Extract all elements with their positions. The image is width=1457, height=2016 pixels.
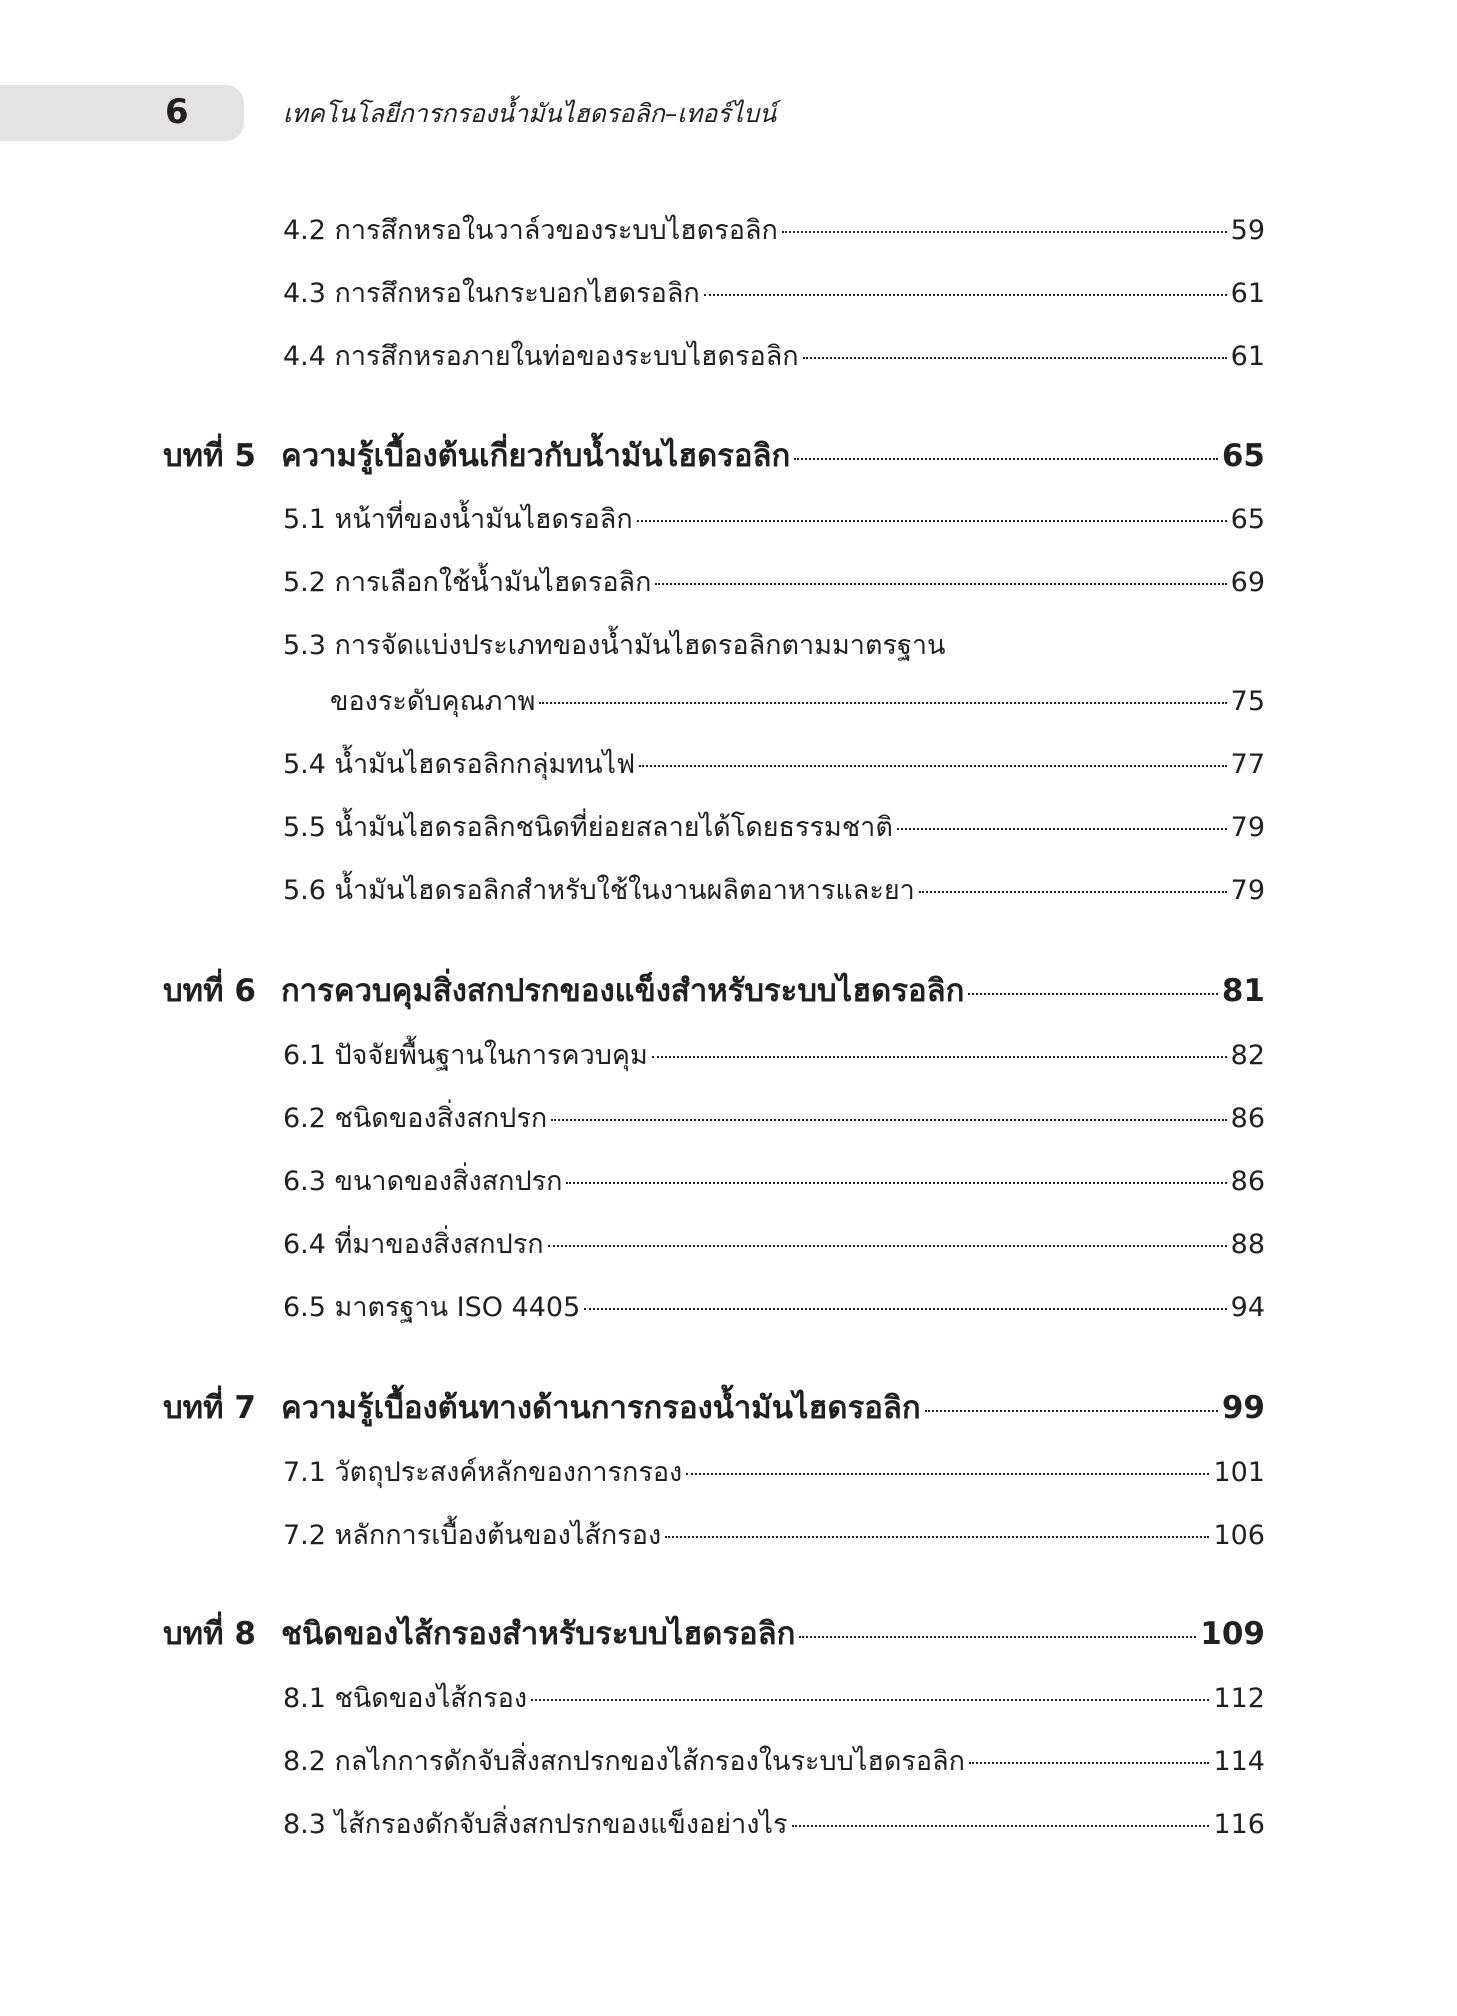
toc-entry-page: 61	[1230, 341, 1265, 372]
toc-entry-4-2	[283, 211, 1265, 251]
chapter-number: บทที่ 6	[163, 973, 256, 1009]
dot-leader	[639, 765, 1226, 767]
toc-entry-label: 6.3 ขนาดของสิ่งสกปรก	[283, 1166, 563, 1197]
toc-entry-6-1	[283, 1036, 1265, 1076]
toc-entry-6-3	[283, 1162, 1265, 1202]
dot-leader	[897, 828, 1227, 830]
toc-chapter-7	[163, 1386, 1265, 1430]
toc-entry-page: 59	[1230, 215, 1265, 246]
toc-chapter-6	[163, 969, 1265, 1013]
toc-entry-label: 8.2 กลไกการดักจับสิ่งสกปรกของไส้กรองในระบบไฮดรอลิก	[283, 1746, 965, 1777]
toc-entry-page: 61	[1230, 278, 1265, 309]
dot-leader	[968, 993, 1218, 995]
toc-entry-label: 8.3 ไส้กรองดักจับสิ่งสกปรกของแข็งอย่างไร	[283, 1809, 788, 1840]
toc-entry-page: 79	[1230, 875, 1265, 906]
toc-entry-page: 101	[1213, 1457, 1265, 1488]
toc-entry-7-2	[283, 1516, 1265, 1556]
toc-entry-page: 65	[1230, 504, 1265, 535]
toc-entry-label: 4.4 การสึกหรอภายในท่อของระบบไฮดรอลิก	[283, 341, 799, 372]
dot-leader	[782, 231, 1227, 233]
toc-entry-5-4	[283, 745, 1265, 785]
toc-entry-page: 114	[1213, 1746, 1265, 1777]
toc-entry-label: 5.5 น้ำมันไฮดรอลิกชนิดที่ย่อยสลายได้โดยธรรมชาติ	[283, 812, 893, 843]
chapter-number: บทที่ 5	[163, 438, 256, 474]
dot-leader	[652, 1056, 1227, 1058]
toc-entry-4-4	[283, 337, 1265, 377]
toc-entry-8-1	[283, 1679, 1265, 1719]
toc-entry-page: 86	[1230, 1103, 1265, 1134]
toc-entry-5-3-line1: 5.3 การจัดแบ่งประเภทของน้ำมันไฮดรอลิกตามมาตรฐาน	[283, 630, 946, 661]
toc-entry-6-4	[283, 1225, 1265, 1265]
toc-entry-label: 6.5 มาตรฐาน ISO 4405	[283, 1292, 581, 1323]
toc-entry-label: 7.2 หลักการเบื้องต้นของไส้กรอง	[283, 1520, 662, 1551]
dot-leader	[686, 1473, 1209, 1475]
dot-leader	[566, 1182, 1226, 1184]
toc-entry-5-6	[283, 871, 1265, 911]
toc-entry-label: 6.4 ที่มาของสิ่งสกปรก	[283, 1229, 544, 1260]
toc-entry-label: 8.1 ชนิดของไส้กรอง	[283, 1683, 528, 1714]
running-title: เทคโนโลยีการกรองน้ำมันไฮดรอลิก–เทอร์ไบน์	[283, 99, 777, 128]
dot-leader	[794, 458, 1218, 460]
chapter-title: ความรู้เบื้องต้นเกี่ยวกับน้ำมันไฮดรอลิก	[281, 438, 791, 474]
dot-leader	[548, 1245, 1227, 1247]
dot-leader	[792, 1825, 1210, 1827]
toc-entry-6-5	[283, 1288, 1265, 1328]
dot-leader	[925, 1410, 1218, 1412]
toc-entry-page: 79	[1230, 812, 1265, 843]
dot-leader	[655, 583, 1226, 585]
dot-leader	[551, 1119, 1226, 1121]
dot-leader	[665, 1536, 1209, 1538]
toc-entry-page: 69	[1230, 567, 1265, 598]
toc-chapter-page: 99	[1221, 1390, 1265, 1426]
toc-entry-label: 4.3 การสึกหรอในกระบอกไฮดรอลิก	[283, 278, 700, 309]
toc-entry-8-2	[283, 1742, 1265, 1782]
toc-entry-label: 5.1 หน้าที่ของน้ำมันไฮดรอลิก	[283, 504, 633, 535]
toc-entry-page: 77	[1230, 749, 1265, 780]
dot-leader	[969, 1762, 1209, 1764]
chapter-title: ชนิดของไส้กรองสำหรับระบบไฮดรอลิก	[281, 1616, 796, 1652]
toc-entry-page: 75	[1230, 686, 1265, 717]
dot-leader	[919, 891, 1227, 893]
toc-entry-5-1	[283, 500, 1265, 540]
toc-entry-label: ของระดับคุณภาพ	[330, 686, 536, 717]
page-number-tab	[0, 85, 244, 141]
toc-entry-page: 106	[1213, 1520, 1265, 1551]
chapter-title: การควบคุมสิ่งสกปรกของแข็งสำหรับระบบไฮดรอลิก	[281, 973, 965, 1009]
toc-entry-label: 4.2 การสึกหรอในวาล์วของระบบไฮดรอลิก	[283, 215, 778, 246]
page-number: 6	[165, 92, 189, 132]
chapter-number: บทที่ 8	[163, 1616, 256, 1652]
dot-leader	[704, 294, 1227, 296]
toc-entry-6-2	[283, 1099, 1265, 1139]
dot-leader	[531, 1699, 1209, 1701]
toc-entry-page: 94	[1230, 1292, 1265, 1323]
toc-entry-page: 82	[1230, 1040, 1265, 1071]
chapter-title: ความรู้เบื้องต้นทางด้านการกรองน้ำมันไฮดรอลิก	[281, 1390, 921, 1426]
toc-entry-label: 6.2 ชนิดของสิ่งสกปรก	[283, 1103, 548, 1134]
toc-entry-page: 88	[1230, 1229, 1265, 1260]
toc-entry-page: 116	[1213, 1809, 1265, 1840]
toc-chapter-page: 81	[1221, 973, 1265, 1009]
toc-entry-4-3	[283, 274, 1265, 314]
toc-entry-label: 5.2 การเลือกใช้น้ำมันไฮดรอลิก	[283, 567, 652, 598]
dot-leader	[799, 1636, 1196, 1638]
toc-entry-5-3	[330, 682, 1265, 722]
dot-leader	[584, 1308, 1226, 1310]
chapter-number: บทที่ 7	[163, 1390, 256, 1426]
dot-leader	[637, 520, 1227, 522]
toc-chapter-page: 65	[1221, 438, 1265, 474]
toc-entry-7-1	[283, 1453, 1265, 1493]
toc-entry-label: 7.1 วัตถุประสงค์หลักของการกรอง	[283, 1457, 683, 1488]
toc-entry-page: 112	[1213, 1683, 1265, 1714]
toc-chapter-page: 109	[1200, 1616, 1265, 1652]
dot-leader	[539, 702, 1226, 704]
toc-chapter-8	[163, 1612, 1265, 1656]
dot-leader	[803, 357, 1227, 359]
toc-entry-label: 5.4 น้ำมันไฮดรอลิกกลุ่มทนไฟ	[283, 749, 636, 780]
toc-entry-label: 5.6 น้ำมันไฮดรอลิกสำหรับใช้ในงานผลิตอาหารและยา	[283, 875, 915, 906]
toc-entry-label: 6.1 ปัจจัยพื้นฐานในการควบคุม	[283, 1040, 648, 1071]
toc-entry-5-2	[283, 563, 1265, 603]
toc-chapter-5	[163, 434, 1265, 478]
toc-entry-page: 86	[1230, 1166, 1265, 1197]
toc-entry-5-5	[283, 808, 1265, 848]
toc-entry-8-3	[283, 1805, 1265, 1845]
